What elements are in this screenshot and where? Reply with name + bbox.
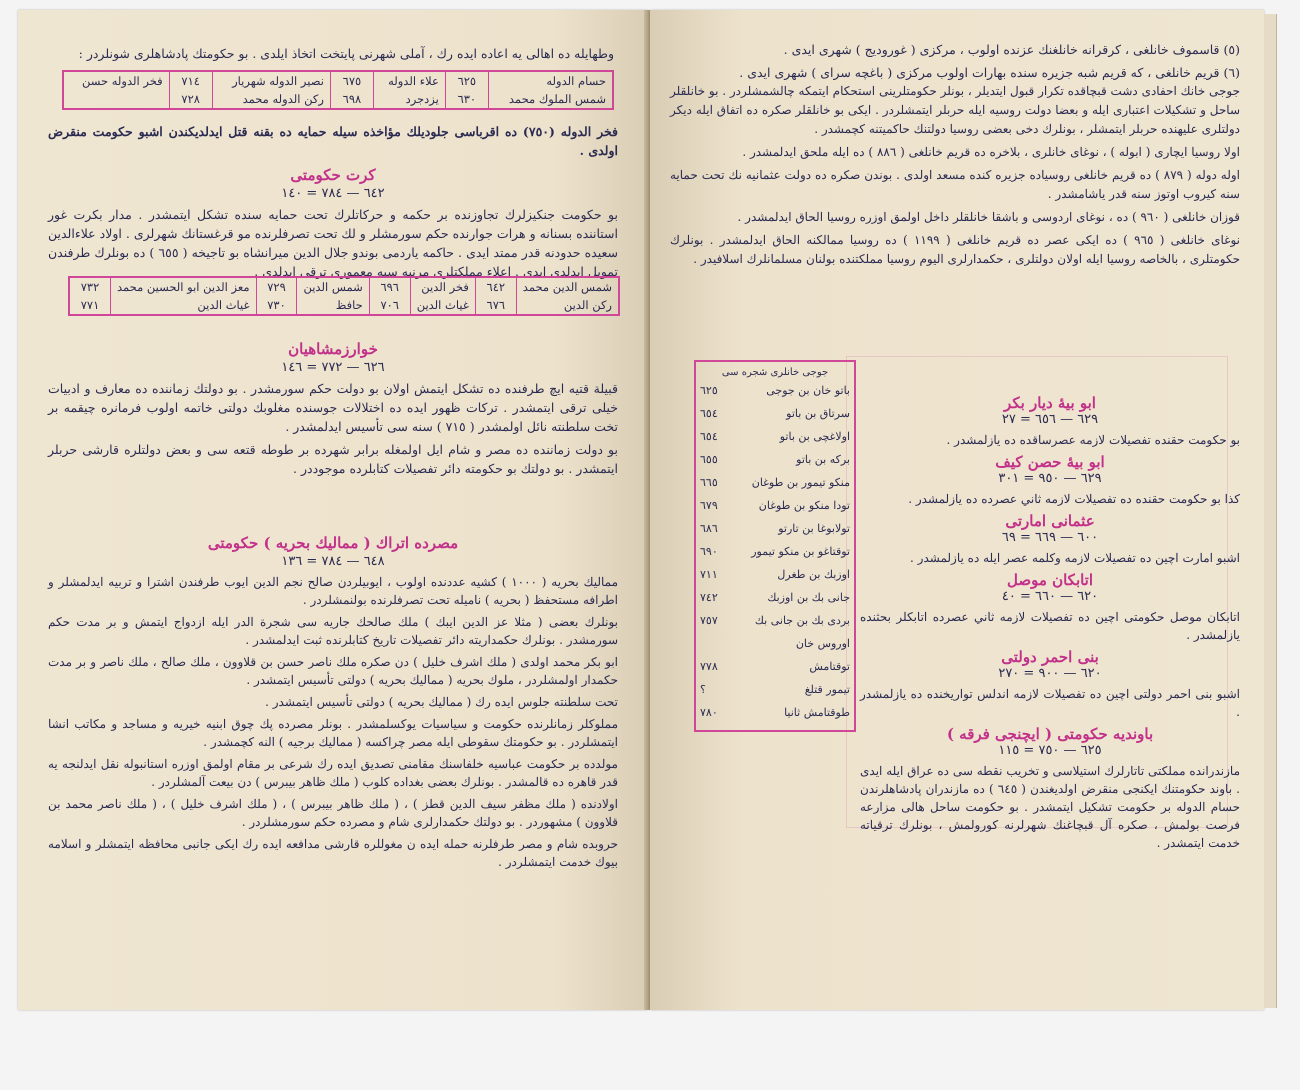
kert-rulers-cell: شمس الدين <box>297 278 369 296</box>
list-item-year: ٧٤٢ <box>700 591 718 604</box>
left-intro-line: وطهايله ده اهالى يه اعاده ايده رك ، آملى شهرنى پايتخت اتخاذ ايلدى . بو حكومتك پادشاهلرى شونلردر : <box>78 46 614 61</box>
right-section <box>860 725 1240 852</box>
list-item-name: تولابوغا بن تارتو <box>778 522 850 535</box>
right-paragraph: نوغاى خانلغى ( ٩٦٥ ) ده ايكى عصر ده قريم خانلغى ( ١١٩٩ ) ده روسيا ممالكنه الحاق ايدلمشدر . بونلرك حكومتلرى ، بالخاصه روسيا ايله اولان دولتلرى ، حكمدارلرى اليوم روسيا مملكتنده بولنان مسلمانلرك اسلافيدر . <box>670 233 1240 266</box>
list-item-name: تودا منكو بن طوغان <box>758 499 850 512</box>
list-box-header: جوجى خانلرى شجره سى <box>721 367 829 378</box>
kert-section <box>48 152 618 281</box>
rulers-table-1-cell: ٦٣٠ <box>445 90 488 108</box>
kert-text: بو حكومت جنكيزلرك تجاوزنده بر حكمه و حركاتلرك تحت حمايه سنده تشكل ايتمشدر . مدار بكرت غور استاننده بسنانه و هرات جوارنده حكم سورمشلر و لك تحت تصرفلرنده مو قرغستانك شهرلرى . اولاد علاءالدين سعيده حدودنه قدر ممتد ايدى . حاكمه ياردمى بوندو جلال الدين ميرانشاه بو تاجيخه ( ٦٥٥ ) ده بونلرك طرفندن تمويل ايدلدى ايدى . اعلاء مملكتلرى مرنبه سيه معمورى ترقى ايدلدى . <box>48 207 618 279</box>
right-section <box>860 571 1240 644</box>
right-section-dates: ٦٢٠ — ٩٠٠ = ٢٧٠ <box>998 666 1102 681</box>
right-section <box>860 648 1240 721</box>
right-section-title: اتابكان موصل <box>1006 571 1094 589</box>
rulers-table-1-cell: ٦٧٥ <box>330 72 373 90</box>
mamluk-paragraph: مولدده بر حكومت عباسيه خلفاسنك مقامنى تصديق ايده رك شرعى بر مقام اولمق اوزره استانبوله نقل ايدلنجه يه قدر قاهره ده قالمشدر . بونلرك بعضى بغداده كلوب ( ملك ظاهر بيبرس ) دن بيعت آلمشلردر . <box>48 757 618 789</box>
kert-rulers-table <box>68 276 620 316</box>
kert-rulers-cell: معز الدين ابو الحسين محمد <box>110 278 256 296</box>
khwarazm-title: خوارزمشاهيان <box>288 340 378 358</box>
rulers-table-1-cell: ٧١٤ <box>169 72 212 90</box>
page-edge <box>1264 14 1277 1008</box>
khwarazm-dates: ٦٢٦ — ٧٧٢ = ١٤٦ <box>281 360 385 375</box>
mamluk-section <box>48 520 618 875</box>
list-item-year: ٦٦٥ <box>700 476 718 489</box>
list-item-year: ٦٢٥ <box>700 384 718 397</box>
rulers-table-1-cell: حسام الدوله <box>488 72 612 90</box>
list-item-year: ٦٥٤ <box>700 430 718 443</box>
right-section-text: اشبو بنى احمر دولتى اچين ده تفصيلات لازمه اندلس تواريخنده ده يازلمشدر . <box>860 687 1240 719</box>
rulers-table-1-cell <box>64 90 169 108</box>
right-section-title: عثمانى امارتى <box>1005 512 1095 530</box>
list-item <box>700 656 850 679</box>
list-item-name: اوروس خان <box>795 637 850 650</box>
right-page <box>650 10 1264 1010</box>
list-item-year: ٦٥٤ <box>700 407 718 420</box>
list-item-name: بركه بن باتو <box>796 453 850 466</box>
list-item-name: اولاغچى بن باتو <box>779 430 850 443</box>
rulers-table-1 <box>62 70 614 110</box>
right-section-text: كذا بو حكومت حقنده ده تفصيلات لازمه ثاني عصرده ده يازلمشدر . <box>908 492 1240 506</box>
list-item-name: منكو تيمور بن طوغان <box>751 476 850 489</box>
kert-rulers-row <box>70 278 618 296</box>
right-paragraph: اوله دوله ( ٨٧٩ ) ده قريم خانلغى روسياده جزيره كنده مسعد اولدى . بوندن صكره ده دولت عثمانيه نك تحت حمايه سنه كيروب اوتوز سنه قدر ياشامشدر . <box>670 168 1241 201</box>
list-item-name: بردى بك بن جانى بك <box>754 614 850 627</box>
list-item <box>700 403 850 426</box>
right-section-dates: ٦٠٠ — ٦٦٩ = ٦٩ <box>1001 530 1099 545</box>
kert-rulers-cell: شمس الدين محمد <box>516 278 618 296</box>
rulers-table-1-cell: يزدجرد <box>373 90 445 108</box>
mamluk-paragraph: اولادنده ( ملك مظفر سيف الدين قطز ) ، ( ملك ظاهر بيبرس ) ، ( ملك اشرف خليل ) ، ( ملك ناصر محمد بن قلاوون ) مشهوردر . بو دولتك حكمدارلرى شام و مصرده حكم سورمشلردر . <box>48 797 618 829</box>
right-paragraph: قوزان خانلغى ( ٩٦٠ ) ده ، نوغاى اردوسى و باشقا خانلقلر داخل اولمق اوزره روسيا الحاق ايدلمشدر . <box>737 210 1240 224</box>
rulers-table-1-row <box>64 72 612 90</box>
rulers-table-1-cell: ٦٩٨ <box>330 90 373 108</box>
list-item-year: ؟ <box>700 683 706 696</box>
list-item-year: ٦٩٠ <box>700 545 718 558</box>
list-item <box>700 495 850 518</box>
rulers-table-1-cell: علاء الدوله <box>373 72 445 90</box>
rulers-table-1-cell: ركن الدوله محمد <box>212 90 330 108</box>
list-item-name: طوقتامش ثانيا <box>784 706 850 719</box>
list-item-year: ٧١١ <box>700 568 718 581</box>
list-item-name: توقتاغو بن منكو تيمور <box>751 545 850 558</box>
rulers-table-1-cell: نصير الدوله شهريار <box>212 72 330 90</box>
list-item-name: سرتاق بن باتو <box>786 407 850 420</box>
kert-title: كرت حكومتى <box>290 166 376 184</box>
kert-rulers-cell: ٧٣٠ <box>256 296 297 314</box>
list-item <box>700 518 850 541</box>
right-section-title: ابو بيهٔ حصن كيف <box>995 453 1105 471</box>
kert-rulers-cell: ٦٤٢ <box>475 278 516 296</box>
right-section <box>860 512 1240 567</box>
mamluk-paragraph: ابو بكر محمد اولدى ( ملك اشرف خليل ) دن صكره ملك ناصر حسن بن قلاوون ، ملك صالح ، ملك ناصر و بر مدت حكمدار اولمشلردر ، ملوك بحريه ( مماليك بحريه ) دولتى تأسيس ايتمشدر . <box>48 655 618 687</box>
rulers-table-1-cell: شمس الملوك محمد <box>488 90 612 108</box>
right-section-dates: ٦٢٥ — ٧٥٠ = ١١٥ <box>998 743 1102 758</box>
right-section-text: مازندرانده مملكتى تاتارلرك استيلاسى و تخريب نقطه سى ده عراق ايله ايدى . باوند حكومتنك ايكنجى منقرض اولديغندن ( ٦٤٥ ) ده مازندران پادشاهلرندن حسام الدوله بر حكومت تشكيل ايتمشدر . بو حكومت ساحل هالى مزارعه فرصت بولمش ، صكره آل قبچاغنك شهرلرنه كورولمش ، بونلرك ترقياته خدمت ايتمشدر . <box>860 764 1240 850</box>
open-book <box>18 10 1280 1012</box>
right-section-dates: ٦٢٩ — ٦٥٦ = ٢٧ <box>1001 412 1099 427</box>
kert-rulers-cell: ٧٠٦ <box>369 296 410 314</box>
right-paragraph: اولا روسيا ايچارى ( ابوله ) ، نوغاى خانلرى ، بلاخره ده قريم خانلغى ( ٨٨٦ ) ده ايله ملحق ايدلمشدر . <box>742 145 1240 159</box>
kert-rulers-cell: غياث الدين <box>410 296 475 314</box>
list-item <box>700 633 850 656</box>
kert-rulers-cell: ٧٣٢ <box>80 280 100 294</box>
list-item <box>700 679 850 702</box>
khwarazm-paragraph: بو دولت زماننده ده مصر و شام ايل اولمغله برابر شهرده بر طوطه قتعه سى و بعض دولتلره قارشى حربلر ايتمشدر . بو دولتك بو حكومته دائر تفصيلات كتابلرده موجوددر . <box>48 442 618 476</box>
right-section-title: بنى احمر دولتى <box>1001 648 1099 666</box>
right-section-text: اشبو امارت اچين ده تفصيلات لازمه وكلمه عصر ايله ده يازلمشدر . <box>910 551 1240 565</box>
list-item-name: توقتامش <box>809 660 850 673</box>
rulers-table-1-cell: فخر الدوله حسن <box>81 74 163 88</box>
mamluk-paragraph: تحت سلطنته جلوس ايده رك ( مماليك بحريه ) دولتى تأسيس ايتمشدر . <box>265 695 618 709</box>
right-section <box>860 394 1240 449</box>
right-section-text: بو حكومت حقنده تفصيلات لازمه عصرساقده ده يازلمشدر . <box>946 433 1240 447</box>
left-page <box>18 10 648 1010</box>
after-table-1-note: فخر الدوله (٧٥٠) ده اقرباسى جلوديلك مؤاخذه سيله حمايه ده بقنه قتل ايدلديكندن اشبو حكومت منقرض اولدى . <box>48 124 619 158</box>
list-item-name: اوزبك بن طغرل <box>777 568 850 581</box>
list-item <box>700 610 850 633</box>
right-numbered-line: (٦) قريم خانلغى ، كه قريم شبه جزيره سنده بهارات اولوب مركزى ( باغچه سراى ) شهرى ايدى . <box>739 65 1240 80</box>
list-item <box>700 449 850 472</box>
list-item <box>700 564 850 587</box>
right-section-title: ابو بيهٔ ديار بكر <box>1004 394 1096 412</box>
mamluk-paragraph: مملوكلر زمانلرنده حكومت و سياسيات يوكسلمشدر . بونلر مصرده پك چوق ابنيه خيريه و مساجد و مكاتب انشا ايتمشلردر . بو حكومتك سقوطى ايله مصر چراكسه ( مماليك برجيه ) النه كچمشدر . <box>48 717 618 749</box>
mamluk-dates: ٦٤٨ — ٧٨٤ = ١٣٦ <box>281 554 385 569</box>
mamluk-paragraph: بونلرك بعضى ( مثلا عز الدين ايبك ) ملك صالحك جاريه سى شجرة الدر ايله ازدواج ايتمش و بر مدت حكم سورمشدر . بونلرك حكمداريته دائر تفصيلات تاريخ كتابلرنده ثبت ايدلمشدر . <box>48 615 618 647</box>
rulers-table-1-row <box>64 90 612 108</box>
list-item-year: ٦٥٥ <box>700 453 718 466</box>
list-item <box>700 587 850 610</box>
right-section-title: باوندیه حكومتى ( ايچنجى فرقه ) <box>946 725 1154 743</box>
list-item <box>700 702 850 725</box>
kert-rulers-cell: حافظ <box>297 296 369 314</box>
list-item-name: تيمور قتلغ <box>804 683 850 696</box>
khwarazm-section <box>48 326 618 482</box>
kert-rulers-cell: فخر الدين <box>410 278 475 296</box>
right-section-text: اتابكان موصل حكومتى اچين ده تفصيلات لازمه ثاني عصرده اتابكلر بحثنده يازلمشدر . <box>860 610 1240 642</box>
right-section-dates: ٦٢٩ — ٩٥٠ = ٣٠١ <box>998 471 1102 486</box>
mamluk-paragraph: حروبده شام و مصر طرفلرنه حمله ايده ن مغوللره قارشى مدافعه ايده رك ايكى جانبى محافظه ايتمشلر و اسلامه بيوك خدمت ايتمشلردر . <box>48 837 618 869</box>
mamluk-paragraph: مماليك بحريه ( ١٠٠٠ ) كشيه عددنده اولوب ، ايوبيلردن صالح نجم الدين ايوب طرفندن اشترا و تربيه ايدلمشلر و اطرافه مستحفظ ( بحريه ) ناميله تحت تصرفلرنده بولنمشلردر . <box>48 575 618 607</box>
kert-rulers-cell: غياث الدين <box>110 296 256 314</box>
right-paragraph: جوجى خانك احفادى دشت قبچاقده تكرار قبول ايتديلر ، بونلر حكومتلرينى استحكام ايتمكه چالشمشلردر . بو خانلقلر ساحل و تشكيلات اعتبارى ايله و بعضا دولت روسيه ايله حربلر ايتمشلردر . ايكى بو خانلقلر صكره ده اتفاق ايله ديكر دولتلرى عليهنده حربلر ايتمشلر ، بونلرك دخى بعضى روسيا دولتنك حاكميتنه كچمشدر . <box>670 84 1240 136</box>
kert-rulers-cell: ٧٧١ <box>80 298 100 312</box>
kert-rulers-row <box>70 296 618 314</box>
list-item <box>700 426 850 449</box>
list-item <box>700 380 850 403</box>
list-item-year: ٦٨٦ <box>700 522 718 535</box>
right-section-dates: ٦٢٠ — ٦٦٠ = ٤٠ <box>1001 589 1099 604</box>
mamluk-title: مصرده اتراك ( مماليك بحريه ) حكومتى <box>207 534 459 552</box>
khwarazm-paragraph: قبيلة قتيه ايچ طرفنده ده تشكل ايتمش اولان بو دولت حكم سورمشدر . بو دولتك زماننده ده معارف و ادبيات خيلى ترقى ايتمشدر . تركات ظهور ايده ده اختلالات جوسنده مغلوبك دولتى خاتمه اولوب فرمانره چيقمه بر تخت سلطنته نائل اولمشدر ( ٧١٥ ) سنه سى تأسيس ايدلمشدر . <box>48 381 618 434</box>
list-item-year: ٦٧٩ <box>700 499 718 512</box>
jochid-khans-list <box>694 360 856 732</box>
list-item <box>700 541 850 564</box>
list-item-name: جانى بك بن اوزبك <box>767 591 850 604</box>
list-item-name: باتو خان بن جوجى <box>766 384 850 397</box>
kert-rulers-cell: ٦٩٦ <box>369 278 410 296</box>
list-item-year: ٧٧٨ <box>700 660 718 673</box>
kert-dates: ٦٤٢ — ٧٨٤ = ١٤٠ <box>281 186 385 201</box>
right-numbered-line: (٥) قاسموف خانلغى ، كرقرانه خانلغنك عزنده اولوب ، مركزى ( غوروديج ) شهرى ايدى . <box>783 42 1240 57</box>
kert-rulers-cell: ركن الدين <box>516 296 618 314</box>
kert-rulers-cell: ٧٢٩ <box>256 278 297 296</box>
rulers-table-1-cell: ٧٢٨ <box>169 90 212 108</box>
list-item-year: ٧٥٧ <box>700 614 718 627</box>
kert-rulers-cell: ٦٧٦ <box>475 296 516 314</box>
list-item-year: ٧٨٠ <box>700 706 718 719</box>
list-item <box>700 472 850 495</box>
rulers-table-1-cell: ٦٢٥ <box>445 72 488 90</box>
right-section <box>860 453 1240 508</box>
